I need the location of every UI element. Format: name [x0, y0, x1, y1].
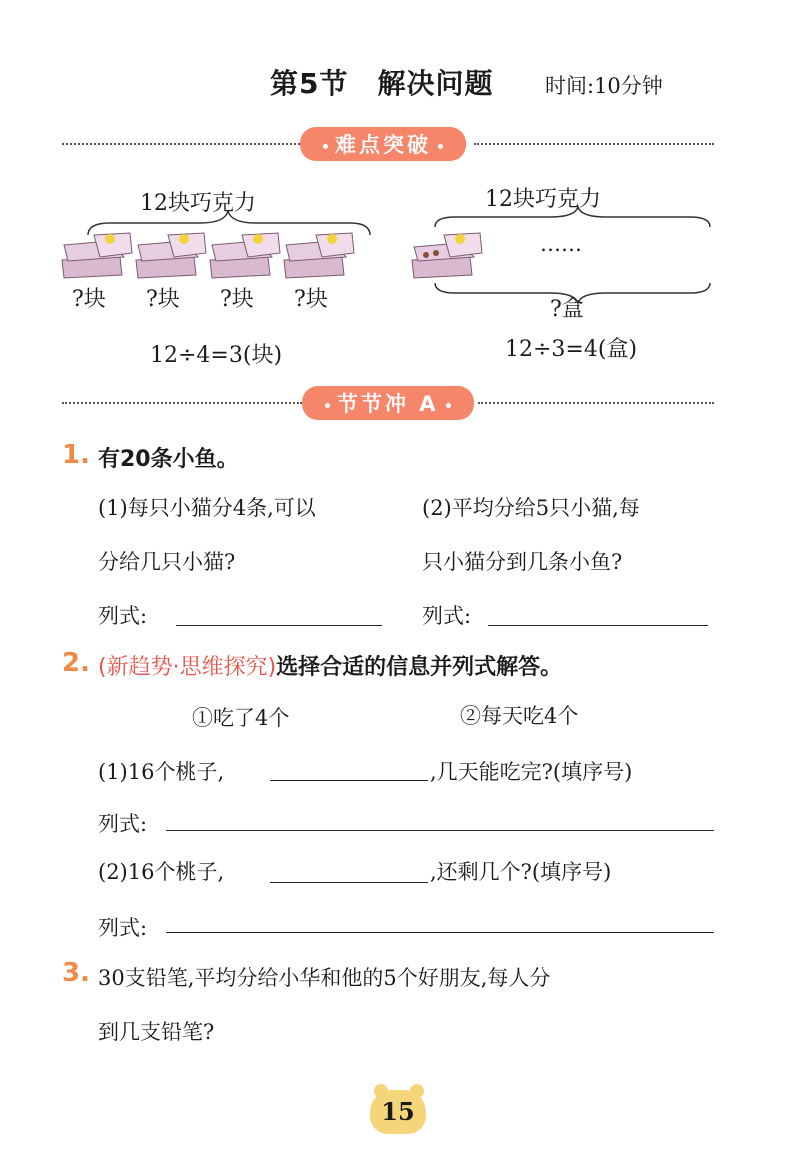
box-label-2: ?块	[146, 287, 180, 312]
question-number-1: 1.	[62, 440, 90, 470]
box-label-3: ?块	[220, 287, 254, 312]
q2-part1-prefix: (1)16个桃子,	[98, 760, 225, 784]
question-2-tag: (新趋势·思维探究)	[98, 655, 277, 680]
ellipsis: ……	[540, 232, 582, 256]
q2-part2-prefix: (2)16个桃子,	[98, 860, 225, 884]
q1-part1-line2: 分给几只小猫?	[98, 550, 236, 574]
time-limit: 时间:10分钟	[545, 74, 663, 98]
right-brace-label: 12块巧克力	[485, 187, 601, 212]
question-2-stem: (新趋势·思维探究)选择合适的信息并列式解答。	[98, 655, 563, 680]
q1-formula-label-1: 列式:	[98, 604, 148, 628]
q2-info-2: ②每天吃4个	[460, 704, 579, 728]
divider-left-2	[62, 402, 302, 404]
page-number: 15	[370, 1090, 426, 1134]
question-number-2: 2.	[62, 648, 90, 678]
gift-box-icon	[62, 233, 132, 278]
section-badge-practice: 节节冲 A	[302, 386, 474, 420]
question-3-line1: 30支铅笔,平均分给小华和他的5个好朋友,每人分	[98, 966, 551, 990]
q2-part2-suffix: ,还剩几个?(填序号)	[430, 860, 612, 884]
q2-answer-line-1[interactable]	[166, 830, 714, 831]
section-title: 第5节 解决问题	[270, 67, 494, 100]
q1-part2-line2: 只小猫分到几条小鱼?	[422, 550, 623, 574]
section-badge-breakthrough: 难点突破	[300, 127, 466, 161]
q1-answer-line-2[interactable]	[488, 625, 708, 626]
question-number-3: 3.	[62, 958, 90, 988]
q2-part1-suffix: ,几天能吃完?(填序号)	[430, 760, 633, 784]
question-3-line2: 到几支铅笔?	[98, 1020, 215, 1044]
divider-right-2	[478, 402, 714, 404]
q1-formula-label-2: 列式:	[422, 604, 472, 628]
right-equation: 12÷3=4(盒)	[505, 337, 638, 362]
divider-right	[474, 143, 714, 145]
question-1-stem: 有20条小鱼。	[98, 447, 239, 472]
gift-box-icon	[284, 233, 354, 278]
box-count-label: ?盒	[550, 297, 584, 322]
open-gift-box-icon	[412, 233, 482, 278]
box-label-1: ?块	[72, 287, 106, 312]
left-equation: 12÷4=3(块)	[150, 343, 283, 368]
q2-info-1: ①吃了4个	[192, 706, 290, 730]
dot-icon	[325, 403, 330, 408]
dot-icon	[446, 403, 451, 408]
q2-part1-blank[interactable]	[270, 780, 428, 781]
dot-icon	[438, 144, 443, 149]
right-top-brace	[435, 207, 710, 227]
q1-part2-line1: (2)平均分给5只小猫,每	[422, 496, 640, 520]
box-label-4: ?块	[294, 287, 328, 312]
divider-left	[62, 143, 300, 145]
gift-box-icon	[210, 233, 280, 278]
q2-formula-label-2: 列式:	[98, 916, 148, 940]
q1-answer-line-1[interactable]	[176, 625, 382, 626]
q2-part2-blank[interactable]	[270, 882, 428, 883]
dot-icon	[323, 144, 328, 149]
q1-part1-line1: (1)每只小猫分4条,可以	[98, 496, 316, 520]
gift-box-icon	[136, 233, 206, 278]
left-brace	[88, 211, 370, 235]
q2-formula-label-1: 列式:	[98, 812, 148, 836]
q2-answer-line-2[interactable]	[166, 932, 714, 933]
left-brace-label: 12块巧克力	[140, 191, 256, 216]
